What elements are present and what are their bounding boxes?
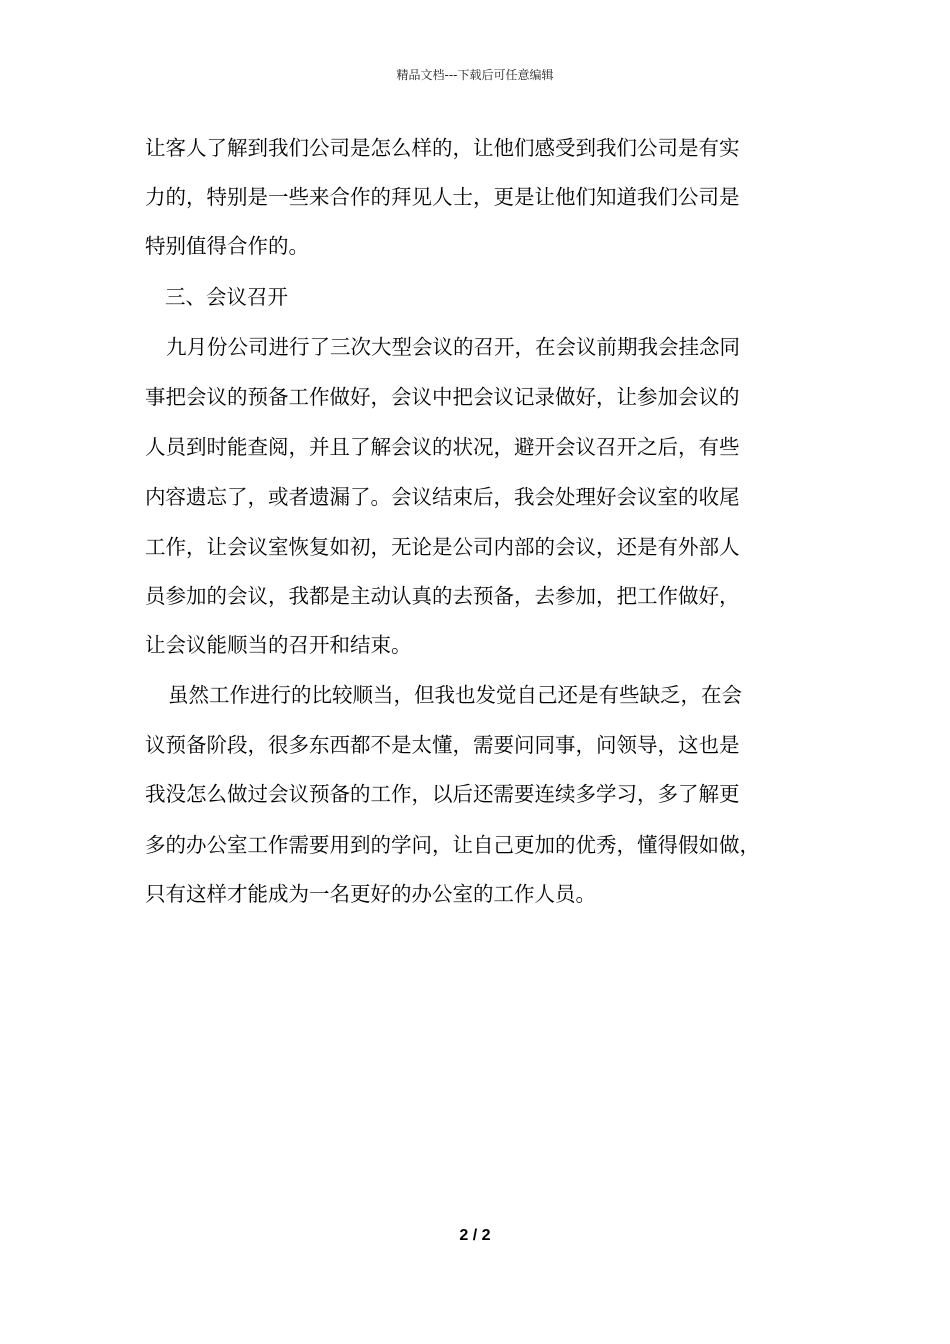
body-line: 多的办公室工作需要用到的学问，让自己更加的优秀，懂得假如做， — [145, 833, 760, 857]
body-line: 工作，让会议室恢复如初，无论是公司内部的会议，还是有外部人 — [145, 535, 740, 559]
body-line: 让客人了解到我们公司是怎么样的，让他们感受到我们公司是有实 — [145, 136, 740, 160]
body-line: 只有这样才能成为一名更好的办公室的工作人员。 — [145, 882, 596, 906]
section-heading: 三、会议召开 — [165, 285, 288, 309]
body-line: 事把会议的预备工作做好，会议中把会议记录做好，让参加会议的 — [145, 385, 740, 409]
body-line: 特别值得合作的。 — [145, 234, 309, 258]
body-line: 力的，特别是一些来合作的拜见人士，更是让他们知道我们公司是 — [145, 185, 740, 209]
body-line: 我没怎么做过会议预备的工作，以后还需要连续多学习，多了解更 — [145, 782, 740, 806]
body-line: 员参加的会议，我都是主动认真的去预备，去参加，把工作做好， — [145, 584, 740, 608]
body-line: 九月份公司进行了三次大型会议的召开，在会议前期我会挂念同 — [166, 335, 740, 359]
body-line: 内容遗忘了，或者遗漏了。会议结束后，我会处理好会议室的收尾 — [145, 485, 740, 509]
page-header: 精品文档---下载后可任意编辑 — [396, 68, 554, 82]
body-line: 议预备阶段，很多东西都不是太懂，需要问同事，问领导，这也是 — [145, 733, 740, 757]
page-number: 2 / 2 — [459, 1227, 491, 1244]
body-line: 让会议能顺当的召开和结束。 — [145, 633, 412, 657]
body-line: 虽然工作进行的比较顺当，但我也发觉自己还是有些缺乏，在会 — [168, 683, 742, 707]
body-line: 人员到时能查阅，并且了解会议的状况，避开会议召开之后，有些 — [145, 435, 740, 459]
